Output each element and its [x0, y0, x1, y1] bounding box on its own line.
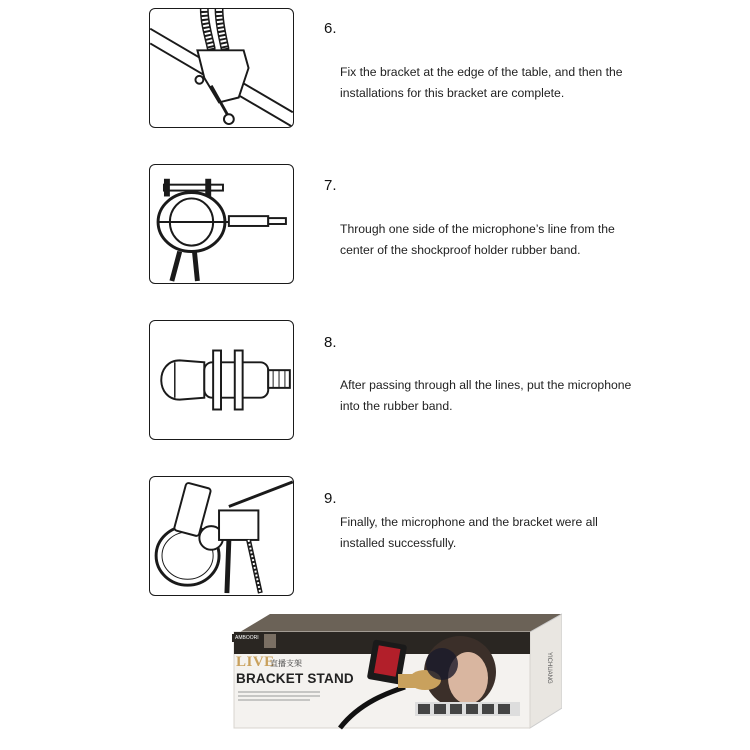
- step6-illustration: [149, 8, 294, 128]
- microphone-in-mount-icon: [150, 321, 293, 439]
- desc-line: into the rubber band.: [340, 399, 453, 413]
- desc-line: Fix the bracket at the edge of the table, and then the: [340, 65, 623, 79]
- shock-mount-icon: [150, 165, 293, 283]
- step8-illustration: [149, 320, 294, 440]
- desc-line: Finally, the microphone and the bracket were all: [340, 515, 598, 529]
- step-number: 9.: [324, 490, 337, 507]
- step-description: [340, 62, 660, 104]
- step-number: 7.: [324, 177, 337, 194]
- desc-line: center of the shockproof holder rubber band.: [340, 243, 581, 257]
- desc-line: After passing through all the lines, put the microphone: [340, 378, 632, 392]
- step-number: 8.: [324, 334, 337, 351]
- step-description: [340, 375, 660, 417]
- box-brand-tag: AMBOORI: [232, 634, 262, 642]
- assembled-stand-icon: [150, 477, 293, 595]
- box-subtitle-cn: 直播支架: [270, 659, 302, 668]
- box-side-text: YICHUANG: [546, 652, 552, 684]
- step7-illustration: [149, 164, 294, 284]
- box-title-live: LIVE: [236, 654, 275, 670]
- step-number: 6.: [324, 20, 337, 37]
- table-clamp-icon: [150, 9, 293, 127]
- step-description: [340, 219, 660, 261]
- step9-illustration: [149, 476, 294, 596]
- desc-line: installations for this bracket are complete.: [340, 86, 565, 100]
- step-description: [340, 512, 660, 554]
- box-title-bracket-stand: BRACKET STAND: [236, 671, 354, 686]
- desc-line: installed successfully.: [340, 536, 457, 550]
- product-box: [230, 612, 562, 730]
- desc-line: Through one side of the microphone’s line from the: [340, 222, 615, 236]
